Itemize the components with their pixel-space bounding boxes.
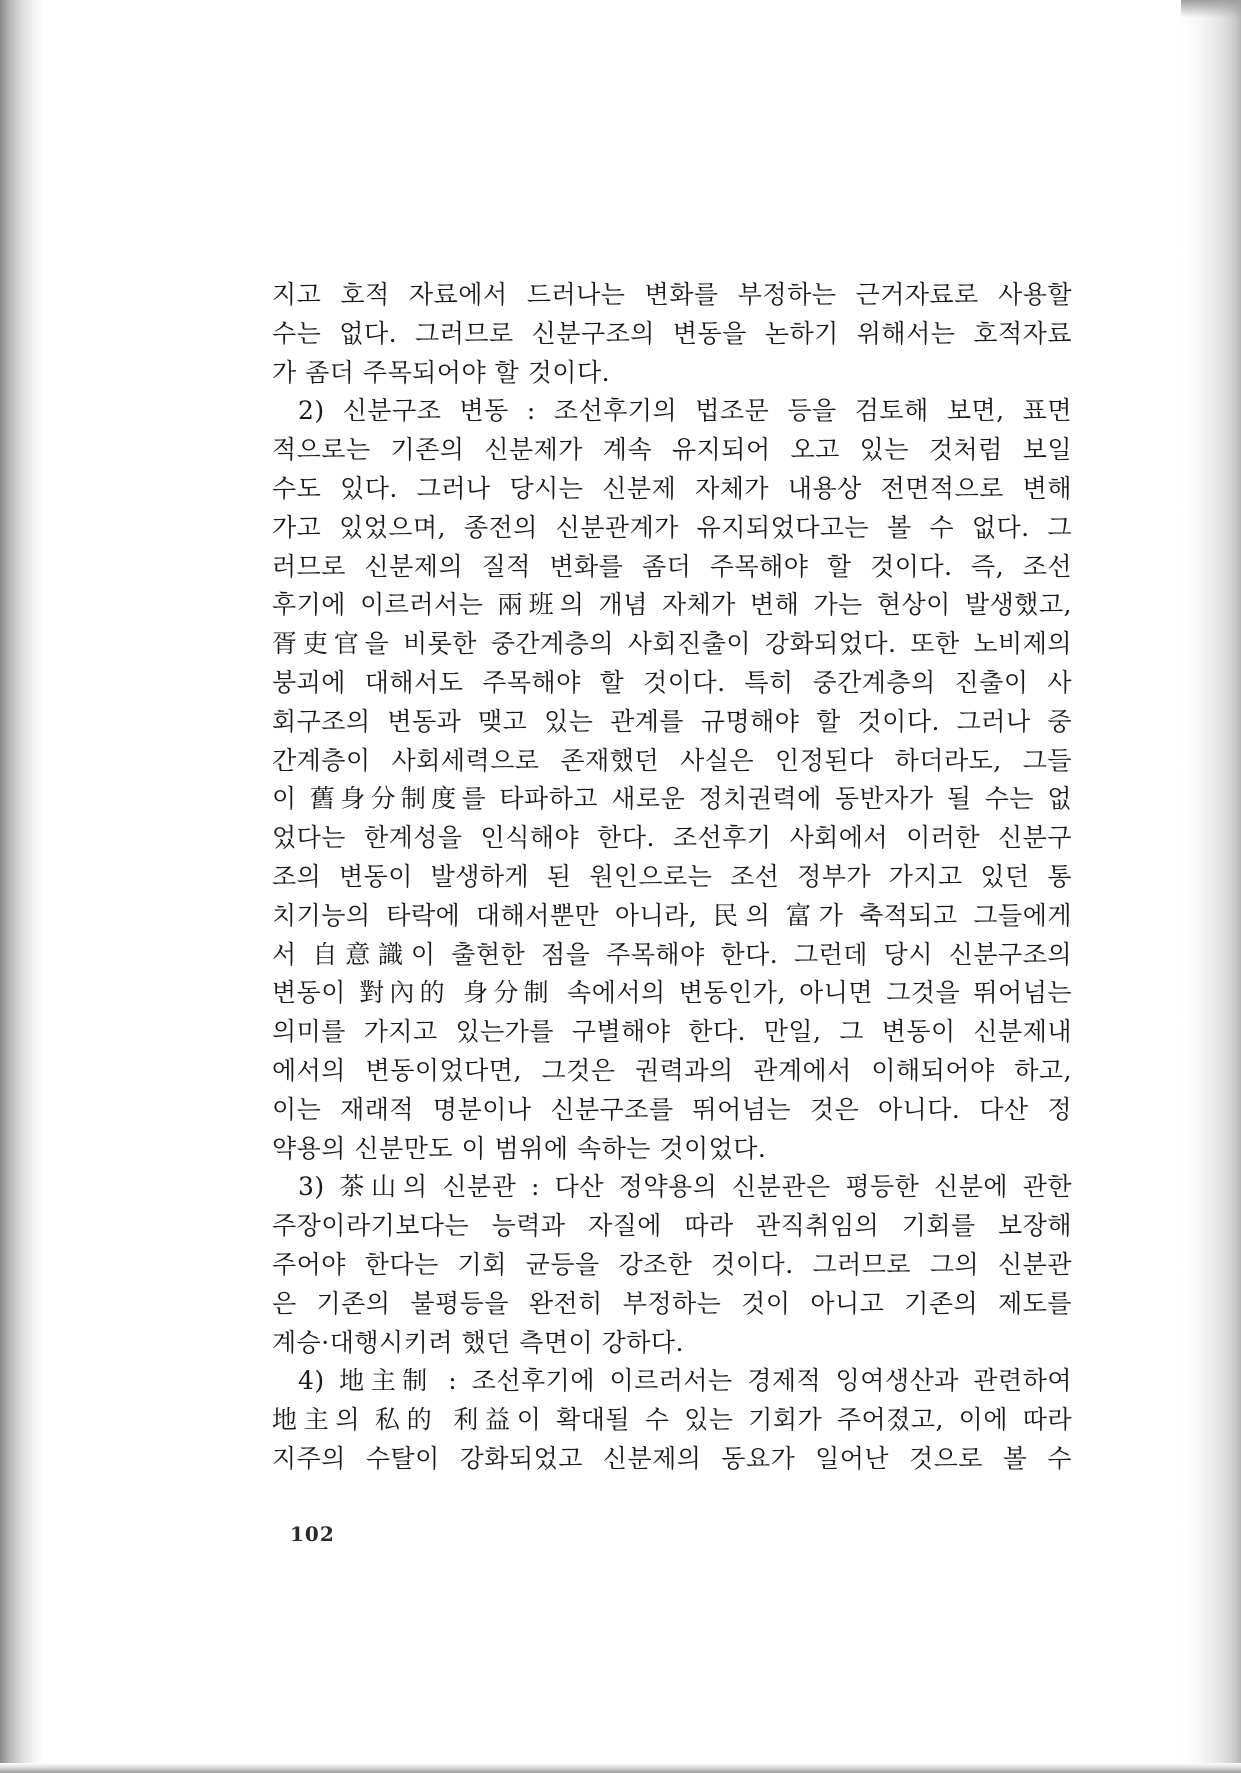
text-line: 러므로 신분제의 질적 변화를 좀더 주목해야 할 것이다. 즉, 조선 xyxy=(272,551,1072,581)
page-bottom-edge xyxy=(0,1763,1241,1773)
page-binding-shadow xyxy=(0,0,44,1773)
text-line: 이는 재래적 명분이나 신분구조를 뛰어넘는 것은 아니다. 다산 정 xyxy=(272,1094,1072,1124)
text-line: 조의 변동이 발생하게 된 원인으로는 조선 정부가 가지고 있던 통 xyxy=(272,861,1072,891)
text-line: 가 좀더 주목되어야 할 것이다. xyxy=(272,357,611,387)
page-top-corner xyxy=(1181,0,1241,18)
page-right-edge xyxy=(1181,0,1241,1773)
text-line: 은 기존의 불평등을 완전히 부정하는 것이 아니고 기존의 제도를 xyxy=(272,1288,1072,1318)
text-line: 胥吏官을 비롯한 중간계층의 사회진출이 강화되었다. 또한 노비제의 xyxy=(272,629,1072,659)
text-line: 계승·대행시키려 했던 측면이 강하다. xyxy=(272,1327,684,1357)
text-line: 지주의 수탈이 강화되었고 신분제의 동요가 일어난 것으로 볼 수 xyxy=(272,1443,1072,1473)
text-line: 변동이 對內的 身分制 속에서의 변동인가, 아니면 그것을 뛰어넘는 xyxy=(272,978,1072,1008)
text-line: 약용의 신분만도 이 범위에 속하는 것이었다. xyxy=(272,1133,767,1163)
body-text xyxy=(272,276,1072,1479)
text-line: 에서의 변동이었다면, 그것은 권력과의 관계에서 이해되어야 하고, xyxy=(272,1055,1072,1085)
text-line: 주어야 한다는 기회 균등을 강조한 것이다. 그러므로 그의 신분관 xyxy=(272,1249,1072,1279)
text-line: 수는 없다. 그러므로 신분구조의 변동을 논하기 위해서는 호적자료 xyxy=(272,318,1072,348)
section-4-heading-line: 4) 地主制 : 조선후기에 이르러서는 경제적 잉여생산과 관련하여 xyxy=(298,1366,1072,1396)
text-line: 地主의 私的 利益이 확대될 수 있는 기회가 주어졌고, 이에 따라 xyxy=(272,1405,1072,1435)
text-line: 이 舊身分制度를 타파하고 새로운 정치권력에 동반자가 될 수는 없 xyxy=(272,784,1072,814)
text-line: 의미를 가지고 있는가를 구별해야 한다. 만일, 그 변동이 신분제내 xyxy=(272,1017,1072,1047)
text-line: 가고 있었으며, 종전의 신분관계가 유지되었다고는 볼 수 없다. 그 xyxy=(272,512,1072,542)
text-line: 었다는 한계성을 인식해야 한다. 조선후기 사회에서 이러한 신분구 xyxy=(272,823,1072,853)
text-line: 후기에 이르러서는 兩班의 개념 자체가 변해 가는 현상이 발생했고, xyxy=(272,590,1072,620)
text-line: 지고 호적 자료에서 드러나는 변화를 부정하는 근거자료로 사용할 xyxy=(272,280,1072,309)
page-number: 102 xyxy=(290,1522,335,1546)
text-line: 주장이라기보다는 능력과 자질에 따라 관직취임의 기회를 보장해 xyxy=(272,1211,1072,1241)
text-line: 적으로는 기존의 신분제가 계속 유지되어 오고 있는 것처럼 보일 xyxy=(272,435,1072,465)
text-line: 간계층이 사회세력으로 존재했던 사실은 인정된다 하더라도, 그들 xyxy=(272,745,1072,775)
text-line: 치기능의 타락에 대해서뿐만 아니라, 民의 富가 축적되고 그들에게 xyxy=(272,900,1072,930)
section-3-heading-line: 3) 茶山의 신분관 : 다산 정약용의 신분관은 평등한 신분에 관한 xyxy=(298,1172,1072,1202)
section-2-heading-line: 2) 신분구조 변동 : 조선후기의 법조문 등을 검토해 보면, 표면 xyxy=(298,396,1072,426)
text-line: 수도 있다. 그러나 당시는 신분제 자체가 내용상 전면적으로 변해 xyxy=(272,473,1072,503)
text-line: 서 自意識이 출현한 점을 주목해야 한다. 그런데 당시 신분구조의 xyxy=(272,939,1072,969)
text-line: 붕괴에 대해서도 주목해야 할 것이다. 특히 중간계층의 진출이 사 xyxy=(272,667,1072,697)
text-line: 회구조의 변동과 맺고 있는 관계를 규명해야 할 것이다. 그러나 중 xyxy=(272,706,1072,736)
